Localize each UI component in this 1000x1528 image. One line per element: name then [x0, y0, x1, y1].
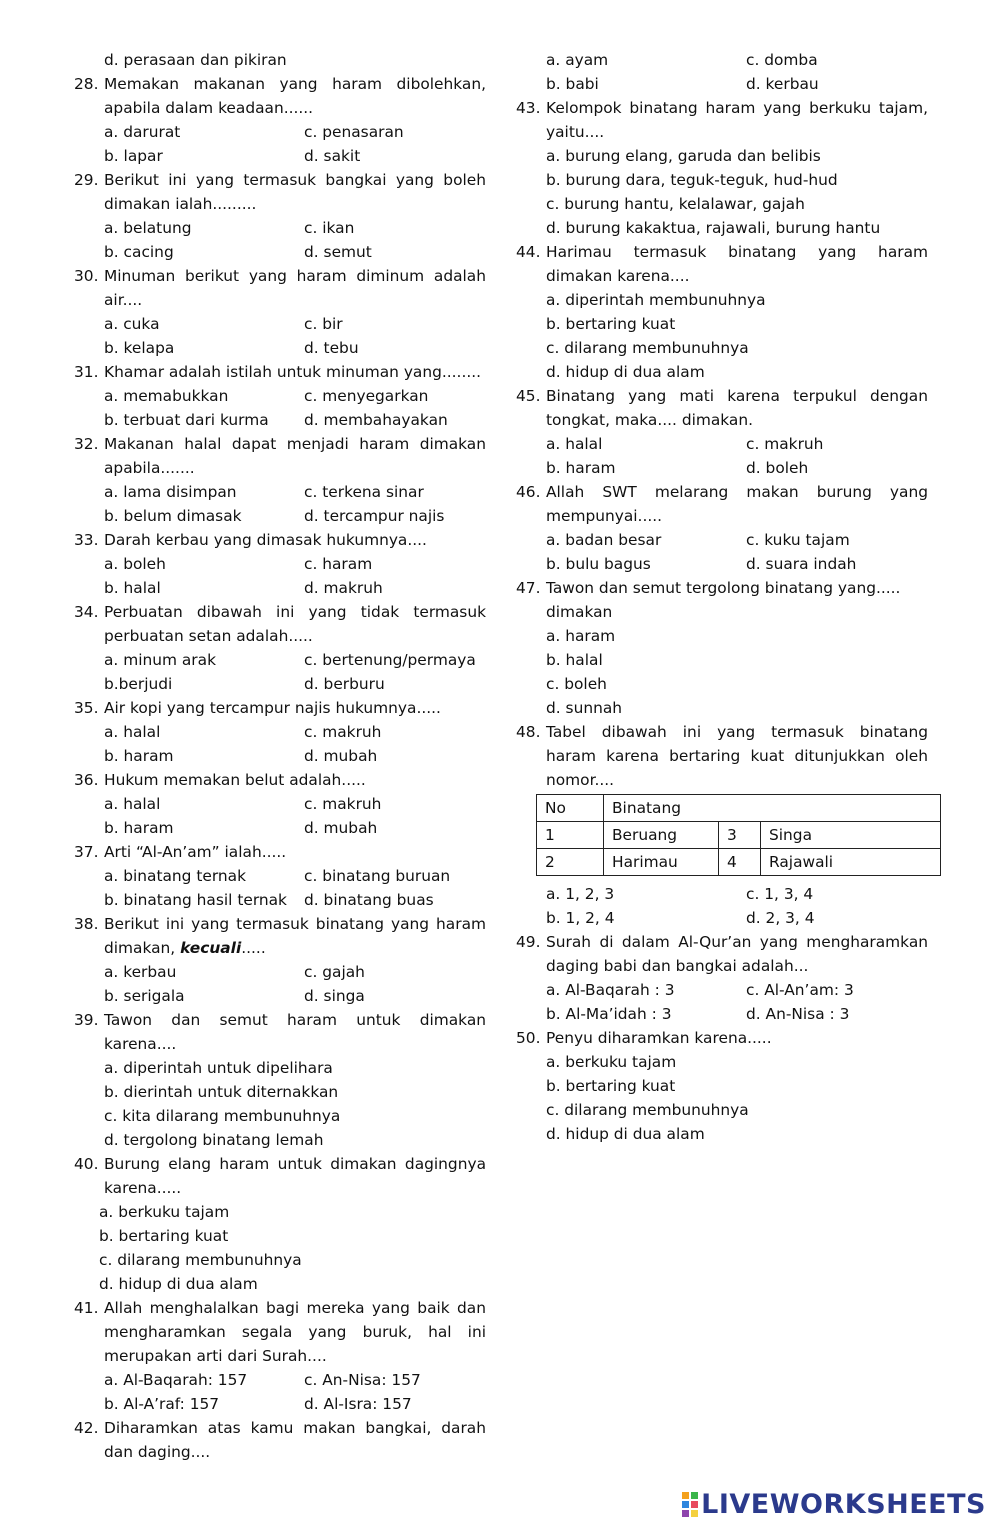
option-d[interactable]: d. mubah	[304, 747, 378, 765]
question-46-line2: mempunyai.....	[546, 507, 663, 525]
question-40: 40. Burung elang haram untuk dimakan dagingnya	[74, 1155, 486, 1173]
question-49: 49. Surah di dalam Al-Qur’an yang mengharamkan	[516, 933, 928, 951]
question-36-options-ac	[74, 792, 486, 816]
liveworksheets-text: LIVEWORKSHEETS	[701, 1489, 986, 1520]
question-30-options-ac	[74, 312, 486, 336]
option-d[interactable]: d. suara indah	[746, 555, 857, 573]
option-a[interactable]: a. 1, 2, 3	[546, 885, 615, 903]
option-d[interactable]: d. tebu	[304, 339, 359, 357]
question-34-options-ac	[74, 648, 486, 672]
option-c[interactable]: c. dilarang membunuhnya	[99, 1251, 302, 1269]
question-28-options-ac	[74, 120, 486, 144]
table-header-row	[537, 795, 941, 822]
option-b[interactable]: b. halal	[546, 651, 603, 669]
question-37-options-bd	[74, 888, 486, 912]
option-a[interactable]: a. burung elang, garuda dan belibis	[546, 147, 821, 165]
option-a[interactable]: a. halal	[546, 435, 603, 453]
option-d[interactable]: d. berburu	[304, 675, 385, 693]
option-c[interactable]: c. makruh	[304, 723, 382, 741]
option-c[interactable]: c. makruh	[304, 795, 382, 813]
question-31-options-bd	[74, 408, 486, 432]
option-a[interactable]: a. berkuku tajam	[99, 1203, 230, 1221]
option-d[interactable]: d. hidup di dua alam	[99, 1275, 258, 1293]
option-a[interactable]: a. cuka	[104, 315, 160, 333]
question-29-options-bd	[74, 240, 486, 264]
option-d[interactable]: d. tergolong binatang lemah	[104, 1131, 324, 1149]
question-45-options-ac	[516, 432, 928, 456]
question-43-line2: yaitu....	[546, 123, 605, 141]
question-41-line3: merupakan arti dari Surah....	[104, 1347, 327, 1365]
table-cell: 4	[719, 849, 761, 876]
question-44-line2: dimakan karena....	[546, 267, 690, 285]
option-d[interactable]: d. makruh	[304, 579, 383, 597]
liveworksheets-mark-icon	[682, 1492, 698, 1517]
option-a[interactable]: a. haram	[546, 627, 616, 645]
question-47-line2: dimakan	[546, 603, 613, 621]
option-b[interactable]: b. bulu bagus	[546, 555, 651, 573]
option-d[interactable]: d. burung kakaktua, rajawali, burung hantu	[546, 219, 881, 237]
question-32-line2: apabila.......	[104, 459, 195, 477]
question-37: 37. Arti “Al-An’am” ialah.....	[74, 843, 287, 861]
option-b[interactable]: b. dierintah untuk diternakkan	[104, 1083, 339, 1101]
option-a[interactable]: a. boleh	[104, 555, 166, 573]
option-a[interactable]: a. halal	[104, 723, 161, 741]
question-43: 43. Kelompok binatang haram yang berkuku tajam,	[516, 99, 928, 117]
option-c[interactable]: c. penasaran	[304, 123, 404, 141]
option-c[interactable]: c. terkena sinar	[304, 483, 424, 501]
option-b[interactable]: b. bertaring kuat	[546, 1077, 676, 1095]
liveworksheets-logo	[682, 1489, 986, 1520]
option-a[interactable]: a. minum arak	[104, 651, 216, 669]
table-cell: Singa	[761, 822, 941, 849]
option-a[interactable]: a. binatang ternak	[104, 867, 246, 885]
question-46-options-bd	[516, 552, 928, 576]
question-48-options-bd	[516, 906, 928, 930]
table-cell: 2	[537, 849, 604, 876]
option-a[interactable]: a. badan besar	[546, 531, 662, 549]
question-37-options-ac	[74, 864, 486, 888]
question-34: 34. Perbuatan dibawah ini yang tidak termasuk	[74, 603, 486, 621]
option-a[interactable]: a. darurat	[104, 123, 181, 141]
question-31: 31. Khamar adalah istilah untuk minuman yang........	[74, 363, 482, 381]
option-b[interactable]: b. haram	[546, 459, 616, 477]
option-b[interactable]: b. 1, 2, 4	[546, 909, 615, 927]
option-c[interactable]: c. haram	[304, 555, 373, 573]
option-a[interactable]: a. ayam	[546, 51, 609, 69]
question-39: 39. Tawon dan semut haram untuk dimakan	[74, 1011, 486, 1029]
question-41: 41. Allah menghalalkan bagi mereka yang baik dan	[74, 1299, 486, 1317]
question-29: 29. Berikut ini yang termasuk bangkai yang boleh	[74, 171, 486, 189]
question-32-options-bd	[74, 504, 486, 528]
question-38-options-ac	[74, 960, 486, 984]
option-d[interactable]: d. singa	[304, 987, 365, 1005]
option-a[interactable]: a. Al-Baqarah: 157	[104, 1371, 248, 1389]
option-b[interactable]: b. Al-Ma’idah : 3	[546, 1005, 672, 1023]
option-c[interactable]: c. bertenung/permaya	[304, 651, 476, 669]
option-d[interactable]: d. boleh	[746, 459, 809, 477]
question-39-line2: karena....	[104, 1035, 177, 1053]
emphasis-kecuali: kecuali	[180, 939, 242, 957]
option-a[interactable]: a. belatung	[104, 219, 192, 237]
option-c[interactable]: c. boleh	[546, 675, 607, 693]
question-48-options-ac	[516, 882, 928, 906]
question-45: 45. Binatang yang mati karena terpukul dengan	[516, 387, 928, 405]
question-49-options-ac	[516, 978, 928, 1002]
question-30-line2: air....	[104, 291, 143, 309]
question-38: 38. Berikut ini yang termasuk binatang yang haram	[74, 915, 486, 933]
option-c[interactable]: c. 1, 3, 4	[746, 885, 814, 903]
option-b[interactable]: b.berjudi	[104, 675, 173, 693]
question-46-options-ac	[516, 528, 928, 552]
question-45-line2: tongkat, maka.... dimakan.	[546, 411, 754, 429]
option-d[interactable]: d. sakit	[304, 147, 361, 165]
question-35-options-bd	[74, 744, 486, 768]
question-48-line3: nomor....	[546, 771, 615, 789]
option-d[interactable]: d. hidup di dua alam	[546, 363, 705, 381]
animal-table	[536, 794, 941, 876]
question-38-options-bd	[74, 984, 486, 1008]
option-a[interactable]: a. diperintah untuk dipelihara	[104, 1059, 333, 1077]
question-44: 44. Harimau termasuk binatang yang haram	[516, 243, 928, 261]
option-c[interactable]: c. dilarang membunuhnya	[546, 1101, 749, 1119]
question-49-line2: daging babi dan bangkai adalah...	[546, 957, 809, 975]
question-28-options-bd	[74, 144, 486, 168]
option-b[interactable]: b. bertaring kuat	[546, 315, 676, 333]
table-row	[537, 822, 941, 849]
option-c[interactable]: c. burung hantu, kelalawar, gajah	[546, 195, 805, 213]
option-d[interactable]: d. hidup di dua alam	[546, 1125, 705, 1143]
left-column	[74, 48, 486, 1464]
option-c[interactable]: c. dilarang membunuhnya	[546, 339, 749, 357]
table-cell: Beruang	[604, 822, 719, 849]
option-c[interactable]: c. kuku tajam	[746, 531, 850, 549]
option-d[interactable]: d. membahayakan	[304, 411, 448, 429]
question-41-options-ac	[74, 1368, 486, 1392]
option-d[interactable]: d. tercampur najis	[304, 507, 445, 525]
question-29-options-ac	[74, 216, 486, 240]
option-b[interactable]: b. Al-A’raf: 157	[104, 1395, 220, 1413]
option-b[interactable]: b. bertaring kuat	[99, 1227, 229, 1245]
option-d[interactable]: d. mubah	[304, 819, 378, 837]
option-b[interactable]: b. belum dimasak	[104, 507, 242, 525]
question-41-line2: mengharamkan segala yang buruk, hal ini	[104, 1323, 486, 1341]
option-a[interactable]: a. berkuku tajam	[546, 1053, 677, 1071]
option-d[interactable]: d. sunnah	[546, 699, 623, 717]
table-cell: Rajawali	[761, 849, 941, 876]
table-header-no: No	[537, 795, 604, 822]
option-b[interactable]: b. haram	[104, 747, 174, 765]
question-28-line2: apabila dalam keadaan......	[104, 99, 314, 117]
option-a[interactable]: a. kerbau	[104, 963, 177, 981]
table-row	[537, 849, 941, 876]
option-d-prev: d. perasaan dan pikiran	[104, 51, 287, 69]
question-35-options-ac	[74, 720, 486, 744]
question-30-options-bd	[74, 336, 486, 360]
question-36-options-bd	[74, 816, 486, 840]
question-42-options-bd	[516, 72, 928, 96]
option-b[interactable]: b. kelapa	[104, 339, 175, 357]
option-a[interactable]: a. diperintah membunuhnya	[546, 291, 766, 309]
option-a[interactable]: a. Al-Baqarah : 3	[546, 981, 675, 999]
table-cell: 1	[537, 822, 604, 849]
question-42-line2: dan daging....	[104, 1443, 211, 1461]
question-48: 48. Tabel dibawah ini yang termasuk binatang	[516, 723, 928, 741]
question-42-options-ac	[516, 48, 928, 72]
option-b[interactable]: b. lapar	[104, 147, 163, 165]
option-c[interactable]: c. binatang buruan	[304, 867, 451, 885]
right-column	[516, 48, 928, 1146]
option-c[interactable]: c. makruh	[746, 435, 824, 453]
question-33-options-ac	[74, 552, 486, 576]
question-35: 35. Air kopi yang tercampur najis hukumnya.....	[74, 699, 441, 717]
question-45-options-bd	[516, 456, 928, 480]
table-cell: 3	[719, 822, 761, 849]
table-header-binatang: Binatang	[604, 795, 941, 822]
question-32-options-ac	[74, 480, 486, 504]
question-50: 50. Penyu diharamkan karena.....	[516, 1029, 772, 1047]
option-d[interactable]: d. 2, 3, 4	[746, 909, 815, 927]
option-b[interactable]: b. halal	[104, 579, 161, 597]
option-b[interactable]: b. terbuat dari kurma	[104, 411, 269, 429]
question-28: 28. Memakan makanan yang haram dibolehkan,	[74, 75, 486, 93]
option-d[interactable]: d. Al-Isra: 157	[304, 1395, 412, 1413]
question-33-options-bd	[74, 576, 486, 600]
option-d[interactable]: d. An-Nisa : 3	[746, 1005, 850, 1023]
option-a[interactable]: a. memabukkan	[104, 387, 229, 405]
question-38-line2: dimakan, kecuali.....	[104, 939, 266, 957]
option-c[interactable]: c. An-Nisa: 157	[304, 1371, 421, 1389]
option-d[interactable]: d. binatang buas	[304, 891, 434, 909]
option-c[interactable]: c. Al-An’am: 3	[746, 981, 854, 999]
option-a[interactable]: a. halal	[104, 795, 161, 813]
question-41-options-bd	[74, 1392, 486, 1416]
option-c[interactable]: c. kita dilarang membunuhnya	[104, 1107, 341, 1125]
question-34-options-bd	[74, 672, 486, 696]
option-c[interactable]: c. bir	[304, 315, 343, 333]
question-49-options-bd	[516, 1002, 928, 1026]
question-31-options-ac	[74, 384, 486, 408]
question-34-line2: perbuatan setan adalah.....	[104, 627, 313, 645]
option-d[interactable]: d. semut	[304, 243, 372, 261]
question-47: 47. Tawon dan semut tergolong binatang yang.....	[516, 579, 901, 597]
question-46: 46. Allah SWT melarang makan burung yang	[516, 483, 928, 501]
question-36: 36. Hukum memakan belut adalah.....	[74, 771, 366, 789]
option-b[interactable]: b. serigala	[104, 987, 185, 1005]
question-32: 32. Makanan halal dapat menjadi haram dimakan	[74, 435, 486, 453]
question-40-line2: karena.....	[104, 1179, 182, 1197]
question-30: 30. Minuman berikut yang haram diminum adalah	[74, 267, 486, 285]
option-b[interactable]: b. haram	[104, 819, 174, 837]
table-cell: Harimau	[604, 849, 719, 876]
option-b[interactable]: b. burung dara, teguk-teguk, hud-hud	[546, 171, 838, 189]
option-b[interactable]: b. babi	[546, 75, 599, 93]
option-b[interactable]: b. cacing	[104, 243, 174, 261]
option-c[interactable]: c. domba	[746, 51, 818, 69]
option-c[interactable]: c. menyegarkan	[304, 387, 429, 405]
question-33: 33. Darah kerbau yang dimasak hukumnya....	[74, 531, 427, 549]
option-c[interactable]: c. gajah	[304, 963, 365, 981]
option-a[interactable]: a. lama disimpan	[104, 483, 237, 501]
option-c[interactable]: c. ikan	[304, 219, 355, 237]
question-42: 42. Diharamkan atas kamu makan bangkai, darah	[74, 1419, 486, 1437]
question-29-line2: dimakan ialah.........	[104, 195, 257, 213]
question-48-line2: haram karena bertaring kuat ditunjukkan oleh	[546, 747, 928, 765]
option-b[interactable]: b. binatang hasil ternak	[104, 891, 287, 909]
option-d[interactable]: d. kerbau	[746, 75, 819, 93]
